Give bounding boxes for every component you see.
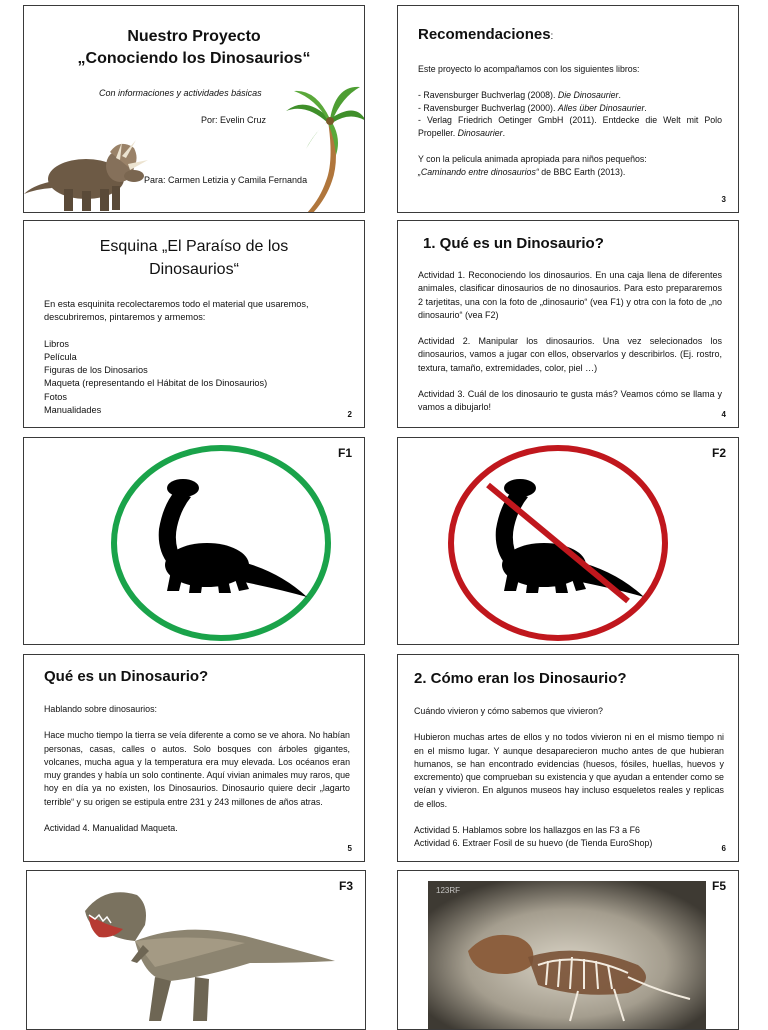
figure-label: F5 [711,879,726,893]
cover-title-line2: „Conociendo los Dinosaurios“ [77,50,311,67]
movie-title: „Caminando entre dinosaurios“ [418,166,539,177]
dinosaur-silhouette-icon [496,479,644,597]
corner-title-line2: Dinosaurios“ [149,261,239,278]
corner-item: Fotos [44,391,67,402]
corner-item: Libros [44,338,70,349]
movie-title-line [418,166,722,179]
dinosaur-no-symbol [446,443,671,643]
recommendations-intro: Este proyecto lo acompañamos con los siguientes libros: [418,64,640,74]
page-number: 4 [721,410,726,419]
activities-1-card [397,220,739,428]
f5-card [397,870,739,1030]
corner-card [23,220,365,428]
t-rex-photo [75,881,345,1030]
movie-line: Y con la pelicula animada apropiada para niños pequeños: [418,153,647,164]
cover-card [23,5,365,213]
fossil-skeleton-photo [428,881,706,1030]
corner-item: Maqueta (representando el Hábitat de los Dinosaurios) [44,378,268,389]
palm-tree-illustration [286,81,365,213]
book-1-title: Die Dinosaurier [557,89,619,100]
what-is-dinosaur-card [23,654,365,862]
what-is-intro: Hablando sobre dinosaurios: [44,704,157,714]
book-3 [418,114,722,140]
activity-5: Actividad 5. Hablamos sobre los hallazgos en las F3 a F6 [414,825,640,836]
page-number: 2 [347,410,352,419]
book-1-pre: - Ravensburger Buchverlag (2008). [418,89,558,100]
page-number: 5 [347,844,352,853]
cover-recipients: Para: Carmen Letizia y Camila Fernanda [144,175,308,185]
figure-label: F2 [711,446,726,460]
page-number: 3 [721,195,726,204]
cover-subtitle: Con informaciones y actividades básicas [99,88,262,98]
activity-6: Actividad 6. Extraer Fosil de su huevo (de Tienda EuroShop) [414,838,653,849]
activity-1: Actividad 1. Reconociendo los dinosaurios. En una caja llena de diferentes animales, clasificar dinosaurios de no dinosaurios. Para esto prepararemos 2 tarjetitas, una con la foto de „dinosaurio“ (vea F1) y otra con la foto de „no dinosaurio“ (vea F2) [418,270,722,320]
recommendations-title [418,26,553,43]
cover-title-line1: Nuestro Proyecto [127,28,261,45]
activities-1-title: 1. Qué es un Dinosaurio? [423,235,604,252]
f2-card [397,437,739,645]
book-1-post: . [618,89,621,100]
how-were-title: 2. Cómo eran los Dinosaurio? [414,670,627,687]
what-is-paragraph: Hace mucho tiempo la tierra se veía diferente a como se ve ahora. No habían personas, casas, calles o autos. Solo bosques con árboles gigantes, volcanes, mucha agua y la temperatura era muy elevada. Los océanos eran muy grandes y había un solo continente. Aquí vivian animales muy raros, que hoy en día ya no existen, los Dinosaurios. Dinosaurio quiere decir „lagarto terrible“ y su origen se estipula entre 231 y 243 millones de años atras. [44,730,350,807]
how-were-card [397,654,739,862]
book-2 [418,102,722,115]
figure-label: F3 [338,879,353,893]
book-2-post: . [644,102,647,113]
corner-intro: En esta esquinita recolectaremos todo el material que usaremos, descubriremos, pintaremos y armemos: [44,299,309,323]
cover-author: Por: Evelin Cruz [201,115,267,125]
corner-item: Película [44,351,77,362]
dinosaur-silhouette-icon [159,479,307,597]
dinosaur-yes-symbol [109,443,334,643]
how-were-paragraph: Hubieron muchas artes de ellos y no todos vivieron ni en el mismo tiempo ni en el mismo lugar. Y aunque desaparecieron mucho antes de que hubieran humanos, se han encontrado evidencias (huesos, fósiles, huellas, huevos y excremento) que comprueban su existencia y que ayudan a entender como se veían y vivieron. En algunos museos hay incluso esqueletos reales y replicas de ellos. [414,732,724,809]
f3-card [26,870,366,1030]
book-1 [418,89,722,102]
recommendations-title-text: Recomendaciones [418,26,551,43]
page-number: 6 [721,844,726,853]
book-3-post: . [502,128,506,139]
watermark-text: 123RF [436,886,461,895]
f1-card [23,437,365,645]
activities-1-body [418,269,722,415]
book-2-pre: - Ravensburger Buchverlag (2000). [418,102,558,113]
book-2-title: Alles über Dinosaurier [557,102,645,113]
how-were-question: Cuándo vivieron y cómo sabemos que vivieron? [414,706,603,716]
book-3-title: Dinosaurier [457,128,503,139]
activity-3: Actividad 3. Cuál de los dinosaurio te gusta más? Veamos cómo se llama y vamos a dibujarlo! [418,389,722,413]
corner-body [44,298,354,417]
corner-title-line1: Esquina „El Paraíso de los [99,238,289,255]
figure-label: F1 [337,446,352,460]
activity-4: Actividad 4. Manualidad Maqueta. [44,823,178,834]
recommendations-card [397,5,739,213]
corner-item: Manualidades [44,405,102,416]
activity-2: Actividad 2. Manipular los dinosaurios. Una vez selecionados los dinosaurios, vamos a jugar con ellos, observarlos y describirlos. (Ej. rostro, textura, tamaño, extremidades, color, piel …) [418,336,722,373]
what-is-title: Qué es un Dinosaurio? [44,668,209,685]
how-were-body [414,705,724,851]
movie-post: de BBC Earth (2013). [538,166,626,177]
book-3-pre: - Verlag Friedrich Oetinger GmbH (2011). Entdecke die Welt mit Polo Propeller. [418,115,722,139]
what-is-body [44,703,350,835]
recommendations-body [418,63,722,179]
corner-item: Figuras de los Dinosarios [44,365,148,376]
triceratops-illustration [24,134,149,213]
recommendations-title-suffix: : [550,31,554,42]
